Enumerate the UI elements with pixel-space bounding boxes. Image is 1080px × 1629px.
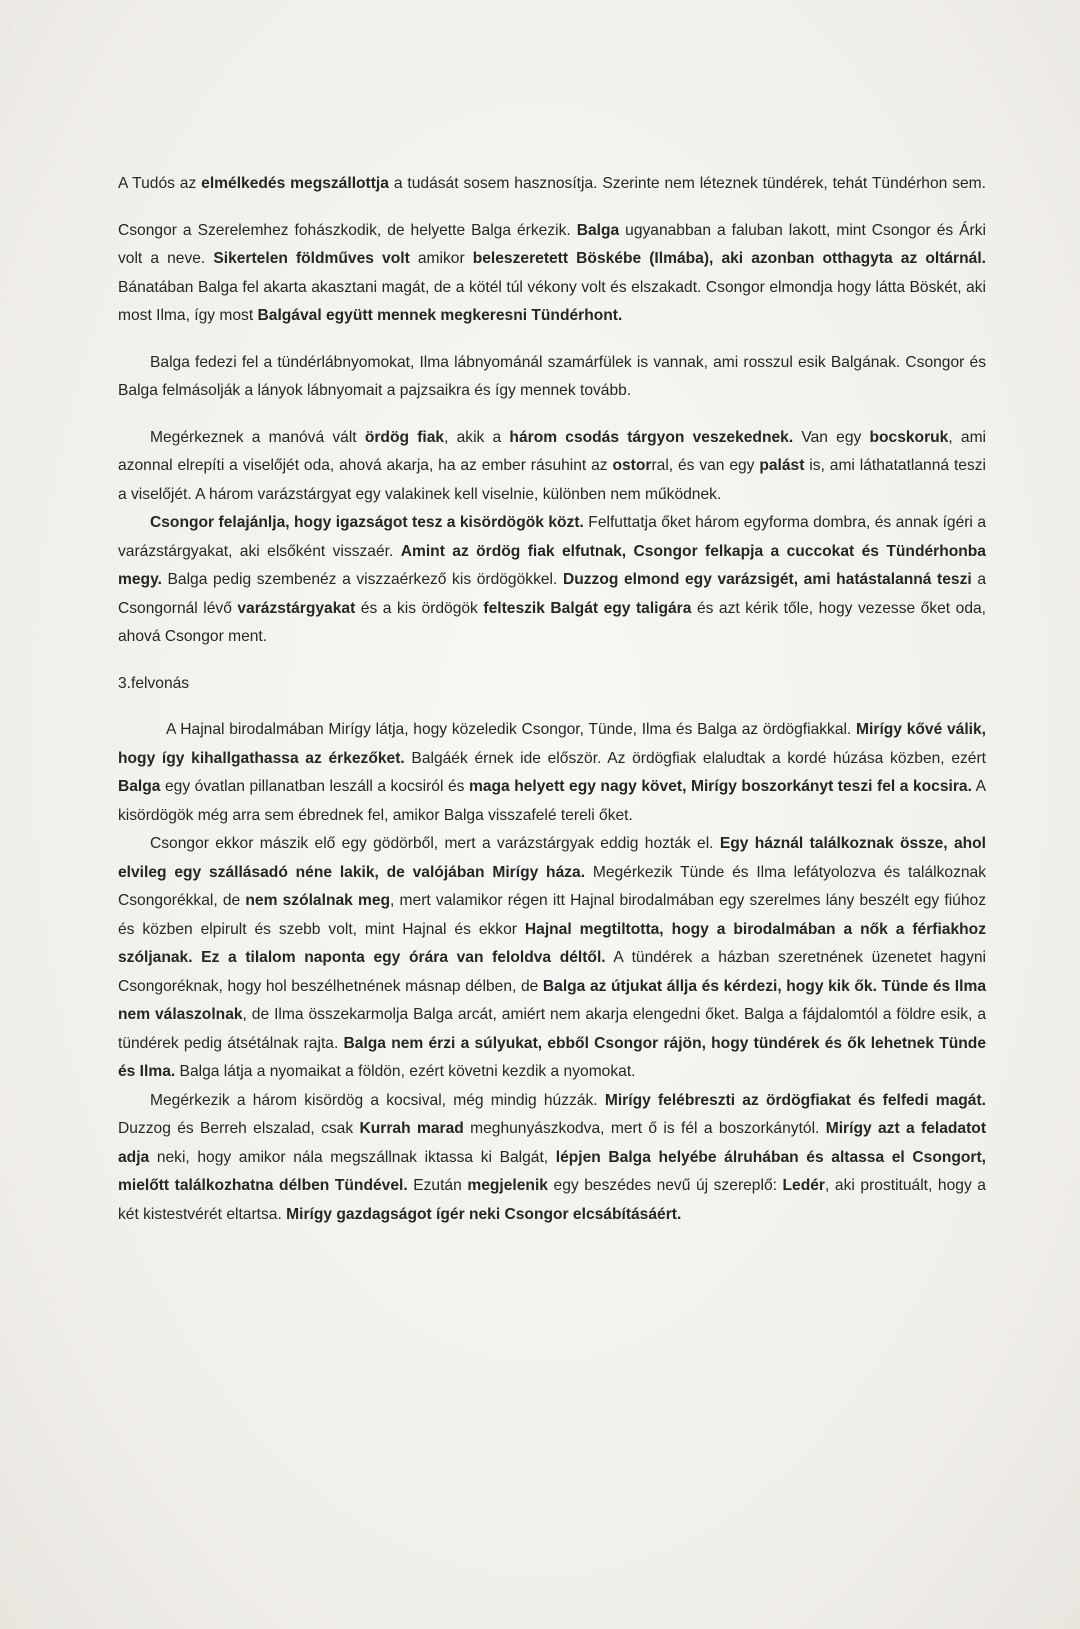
paragraph-gödör: Csongor ekkor mászik elő egy gödörből, mert a varázstárgyak eddig hozták el. Egy háznál találkoznak össze, ahol elvileg egy szállásadó néne lakik, de valójában Mirígy háza. Megérkezik Tünde és Ilma lefátyolozva és találkoznak Csongorékkal, de nem szólalnak meg, mert valamikor régen itt Hajnal birodalmában egy szerelmes lány beszélt egy fiúhoz és közben elpirult és szebb volt, mint Hajnal és ekkor Hajnal megtiltotta, hogy a birodalmában a nők a férfiakhoz szóljanak. Ez a tilalom naponta egy órára van feloldva déltől. A tündérek a házban szeretnének üzenetet hagyni Csongoréknak, hogy hol beszélhetnének másnap délben, de Balga az útjukat állja és kérdezi, hogy kik ők. Tünde és Ilma nem válaszolnak, de Ilma összekarmolja Balga arcát, amiért nem akarja elengedni őket. Balga a fájdalomtól a földre esik, a tündérek pedig átsétálnak rajta. Balga nem érzi a súlyukat, ebből Csongor rájön, hogy tündérek és ők lehetnek Tünde és Ilma. Balga látja a nyomaikat a földön, ezért követni kezdik a nyomokat. <box>118 835 987 1080</box>
paragraph-ordogfiak: Megérkeznek a manóvá vált ördög fiak, akik a három csodás tárgyon veszekednek. Van egy bocskoruk, ami azonnal elrepíti a viselőjét oda, ahová akarja, ha az ember rásuhint az ostorral, és van egy palást is, ami láthatatlanná teszi a viselőjét. A három varázstárgyat egy valakinek kell viselnie, különben nem működnek. <box>118 428 987 503</box>
paragraph-igazsag: Csongor felajánlja, hogy igazságot tesz a kisördögök közt. Felfuttatja őket három egyforma dombra, és annak ígéri a varázstárgyakat, aki elsőként visszaér. Amint az ördög fiak elfutnak, Csongor felkapja a cuccokat és Tündérhonba megy. Balga pedig szembenéz a viszzaérkező kis ördögökkel. Duzzog elmond egy varázsigét, ami hatástalanná teszi a Csongornál lévő varázstárgyakat és a kis ördögök felteszik Balgát egy taligára és azt kérik tőle, hogy vezesse őket oda, ahová Csongor ment. <box>118 514 986 645</box>
paragraph-hajnal-birodalma: A Hajnal birodalmában Mirígy látja, hogy közeledik Csongor, Tünde, Ilma és Balga az ördögfiakkal. Mirígy kővé válik, hogy így kihallgathassa az érkezőket. Balgáék érnek ide először. Az ördögfiak elaludtak a kordé húzása közben, ezért Balga egy óvatlan pillanatban leszáll a kocsiról és maga helyett egy nagy követ, Mirígy boszorkányt teszi fel a kocsira. A kisördögök még arra sem ébrednek fel, amikor Balga visszafelé tereli őket. <box>118 721 986 824</box>
paragraph-tudos: A Tudós az elmélkedés megszállottja a tudását sosem hasznosítja. Szerinte nem léteznek tündérek, tehát Tündérhon sem. <box>118 175 986 192</box>
paragraph-labnyomok: Balga fedezi fel a tündérlábnyomokat, Ilma lábnyománál szamárfülek is vannak, ami rosszul esik Balgának. Csongor és Balga felmásolják a lányok lábnyomait a pajzsaikra és így mennek tovább. <box>118 353 986 399</box>
document-body <box>118 170 986 1229</box>
paragraph-csongor-balga: Csongor a Szerelemhez fohászkodik, de helyette Balga érkezik. Balga ugyanabban a faluban lakott, mint Csongor és Árki volt a neve. Sikertelen földműves volt amikor beleszeretett Böskébe (Ilmába), aki azonban otthagyta az oltárnál. Bánatában Balga fel akarta akasztani magát, de a kötél túl vékony volt és elszakadt. Csongor elmondja hogy látta Böskét, aki most Ilma, így most Balgával együtt mennek megkeresni Tündérhont. <box>118 221 987 324</box>
act-heading: 3.felvonás <box>118 674 190 692</box>
paragraph-kisördögök: Megérkezik a három kisördög a kocsival, még mindig húzzák. Mirígy felébreszti az ördögfiakat és felfedi magát. Duzzog és Berreh elszalad, csak Kurrah marad meghunyászkodva, mert ő is fél a boszorkánytól. Mirígy azt a feladatot adja neki, hogy amikor nála megszállnak iktassa ki Balgát, lépjen Balga helyébe álruhában és altassa el Csongort, mielőtt találkozhatna délben Tündével. Ezután megjelenik egy beszédes nevű új szereplő: Ledér, aki prostituált, hogy a két kistestvérét eltartsa. Mirígy gazdagságot ígér neki Csongor elcsábításáért. <box>118 1091 987 1223</box>
